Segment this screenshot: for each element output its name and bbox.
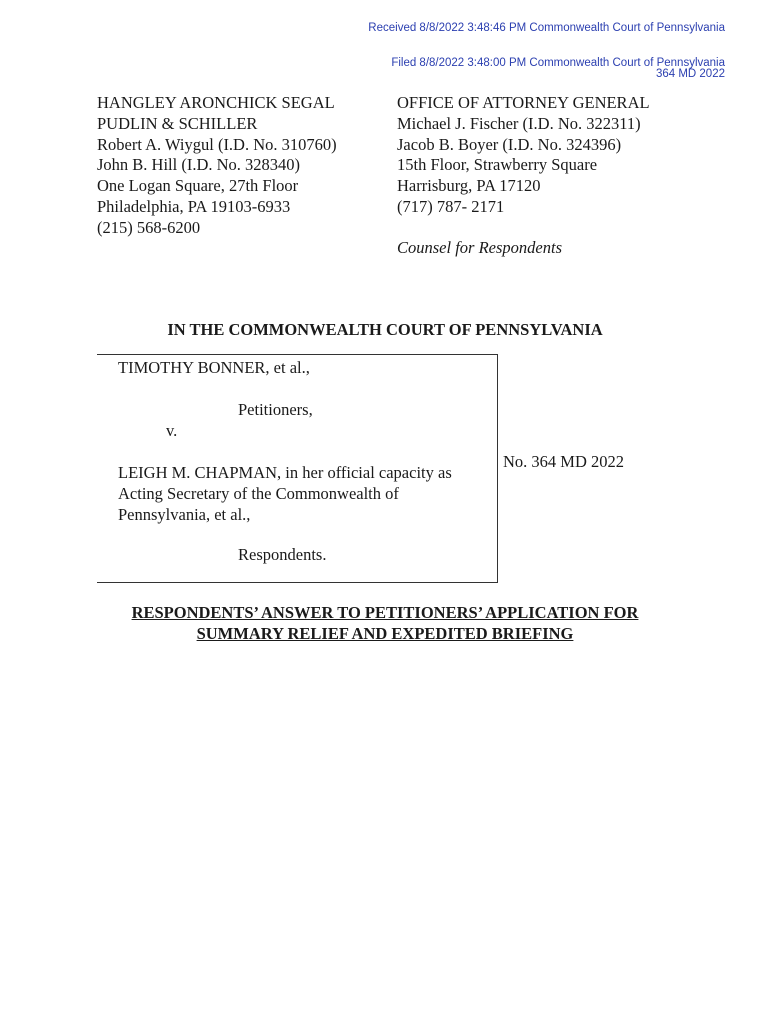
versus-label: v.: [166, 421, 178, 440]
docket-stamp-text: 364 MD 2022: [655, 68, 725, 80]
counsel-line: (215) 568-6200: [97, 217, 201, 237]
document-title: [0, 602, 770, 644]
respondent-name-line: Pennsylvania, et al.,: [118, 505, 251, 524]
counsel-line: John B. Hill (I.D. No. 328340): [97, 155, 301, 175]
case-number: No. 364 MD 2022: [503, 452, 625, 471]
petitioner-name: TIMOTHY BONNER, et al.,: [118, 358, 310, 377]
received-stamp-text: Received 8/8/2022 3:48:46 PM Commonwealth Court of Pennsylvania: [368, 22, 725, 34]
received-stamp: [368, 23, 725, 34]
respondent-name-line: Acting Secretary of the Commonwealth of: [118, 484, 399, 503]
document-title-line: SUMMARY RELIEF AND EXPEDITED BRIEFING: [196, 624, 574, 643]
petitioner-counsel-block: [97, 93, 337, 239]
counsel-line: Philadelphia, PA 19103-6933: [97, 196, 291, 216]
document-title-line: RESPONDENTS’ ANSWER TO PETITIONERS’ APPLICATION FOR: [131, 603, 639, 622]
counsel-line: Jacob B. Boyer (I.D. No. 324396): [397, 134, 622, 154]
filed-stamp-text: Filed 8/8/2022 3:48:00 PM Commonwealth Court of Pennsylvania: [391, 57, 725, 69]
respondent-name-line: LEIGH M. CHAPMAN, in her official capacity as: [118, 463, 452, 482]
respondent-role: Respondents.: [238, 545, 327, 564]
counsel-line: 15th Floor, Strawberry Square: [397, 155, 598, 175]
petitioner-role: Petitioners,: [238, 400, 313, 419]
case-caption-box: [97, 354, 498, 583]
counsel-line: Robert A. Wiygul (I.D. No. 310760): [97, 134, 337, 154]
filed-stamp: [391, 58, 725, 80]
counsel-line: One Logan Square, 27th Floor: [97, 176, 299, 196]
counsel-line: Michael J. Fischer (I.D. No. 322311): [397, 113, 641, 133]
counsel-line: (717) 787- 2171: [397, 196, 505, 216]
counsel-line: HANGLEY ARONCHICK SEGAL: [97, 93, 335, 112]
respondent-counsel-block: [397, 93, 650, 259]
counsel-role: Counsel for Respondents: [397, 237, 562, 257]
counsel-line: Harrisburg, PA 17120: [397, 176, 541, 196]
court-name-heading: IN THE COMMONWEALTH COURT OF PENNSYLVANIA: [167, 320, 603, 339]
counsel-line: PUDLIN & SCHILLER: [97, 113, 258, 133]
counsel-line: OFFICE OF ATTORNEY GENERAL: [397, 93, 650, 112]
